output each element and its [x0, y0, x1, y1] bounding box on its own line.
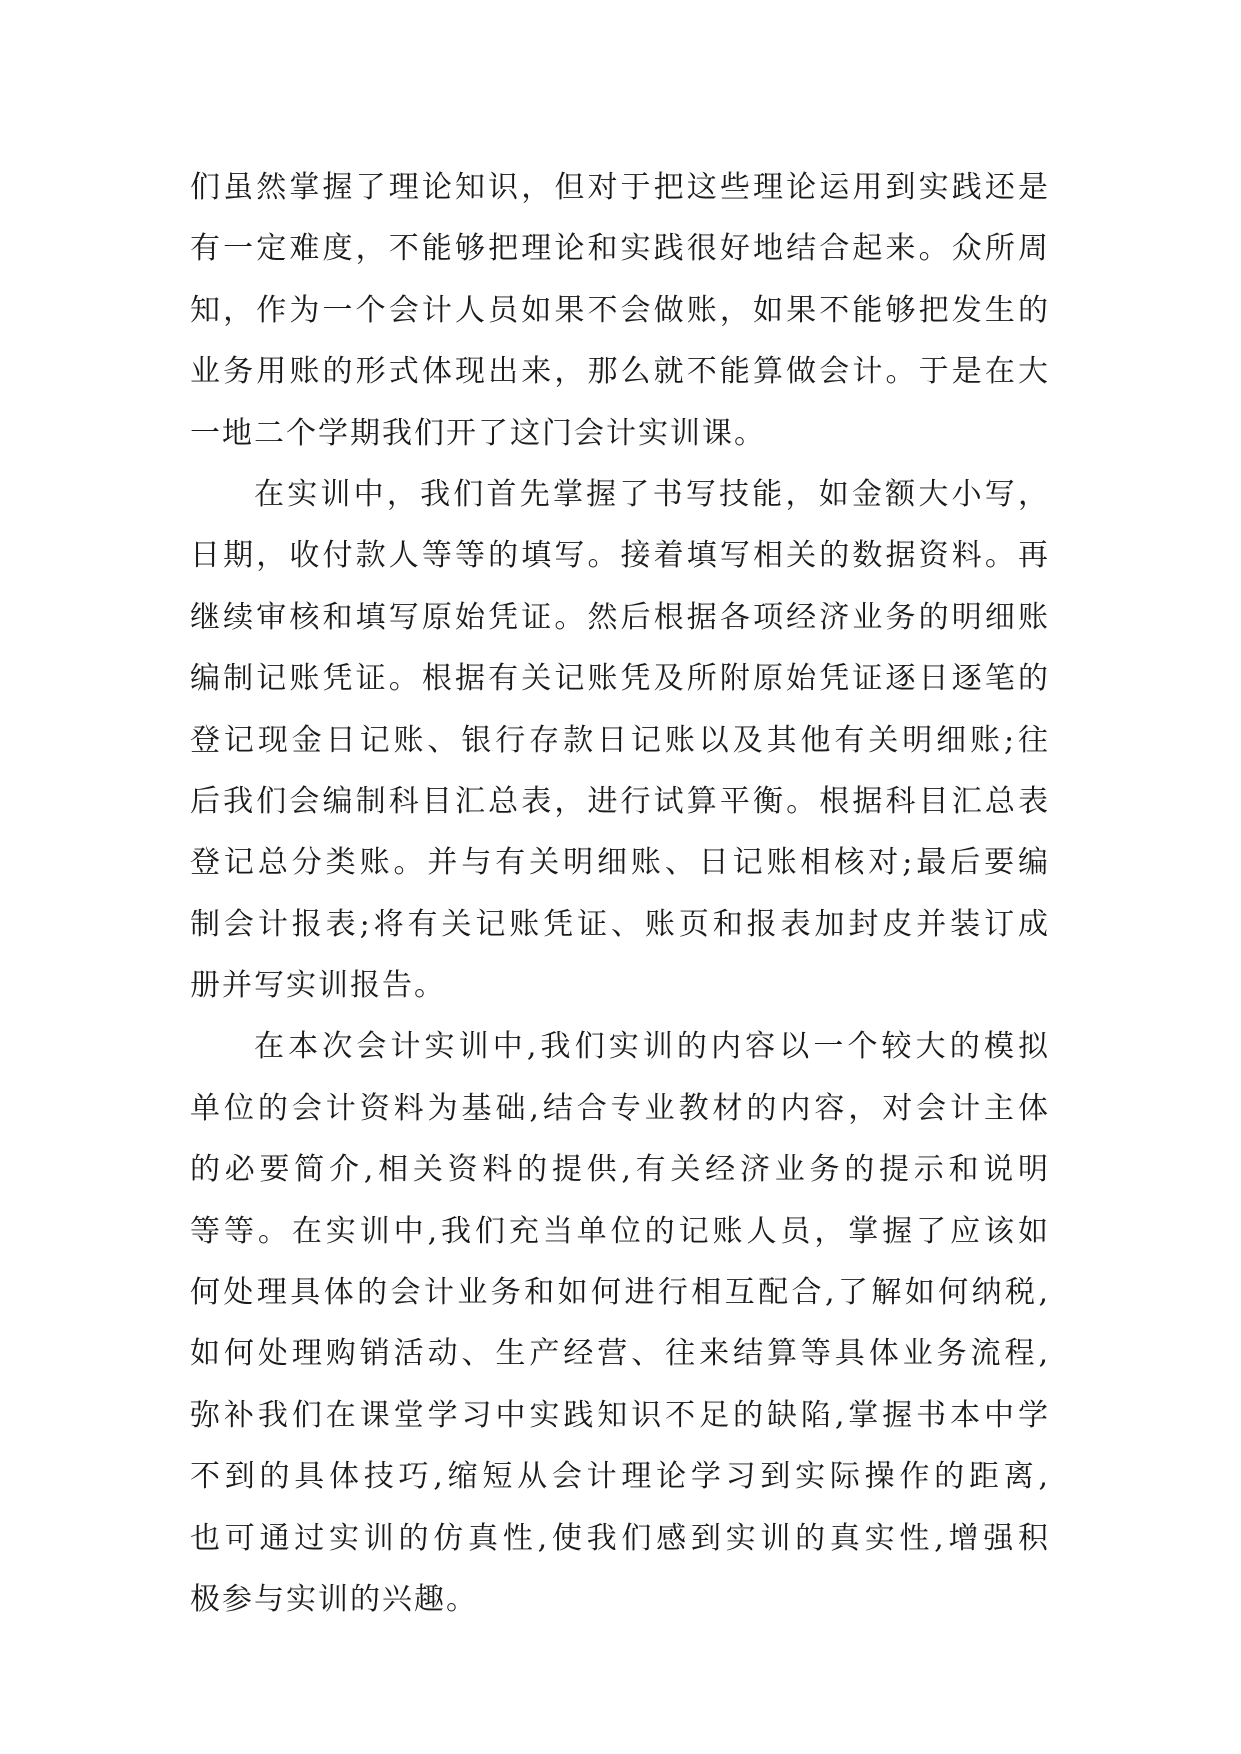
text-line: 在实训中，我们首先掌握了书写技能，如金额大小写，: [254, 476, 1050, 512]
text-line: 日期，收付款人等等的填写。接着填写相关的数据资料。再: [190, 538, 1050, 574]
text-line: 登记总分类账。并与有关明细账、日记账相核对;最后要编: [190, 845, 1050, 881]
text-line: 制会计报表;将有关记账凭证、账页和报表加封皮并装订成: [190, 906, 1050, 942]
text-line: 册并写实训报告。: [190, 968, 446, 1004]
text-line: 编制记账凭证。根据有关记账凭及所附原始凭证逐日逐笔的: [190, 661, 1050, 697]
text-line: 后我们会编制科目汇总表，进行试算平衡。根据科目汇总表: [190, 783, 1050, 819]
text-line: 也可通过实训的仿真性,使我们感到实训的真实性,增强积: [190, 1520, 1050, 1556]
text-line: 登记现金日记账、银行存款日记账以及其他有关明细账;往: [190, 722, 1050, 758]
text-line: 单位的会计资料为基础,结合专业教材的内容，对会计主体: [190, 1090, 1050, 1126]
text-line: 们虽然掌握了理论知识，但对于把这些理论运用到实践还是: [190, 170, 1050, 205]
text-line: 的必要简介,相关资料的提供,有关经济业务的提示和说明: [190, 1152, 1050, 1188]
text-line: 极参与实训的兴趣。: [190, 1581, 478, 1617]
paragraph: [190, 1016, 1050, 1630]
paragraph: [190, 464, 1050, 1017]
text-line: 不到的具体技巧,缩短从会计理论学习到实际操作的距离,: [190, 1459, 1050, 1495]
text-line: 如何处理购销活动、生产经营、往来结算等具体业务流程,: [190, 1336, 1050, 1372]
text-line: 有一定难度，不能够把理论和实践很好地结合起来。众所周: [190, 231, 1050, 267]
text-line: 继续审核和填写原始凭证。然后根据各项经济业务的明细账: [190, 599, 1050, 635]
text-line: 一地二个学期我们开了这门会计实训课。: [190, 415, 766, 451]
text-line: 等等。在实训中,我们充当单位的记账人员，掌握了应该如: [190, 1213, 1050, 1249]
text-line: 业务用账的形式体现出来，那么就不能算做会计。于是在大: [190, 354, 1050, 390]
text-line: 弥补我们在课堂学习中实践知识不足的缺陷,掌握书本中学: [190, 1397, 1050, 1433]
document-body: [190, 157, 1050, 1630]
text-line: 何处理具体的会计业务和如何进行相互配合,了解如何纳税,: [190, 1275, 1050, 1311]
text-line: 知，作为一个会计人员如果不会做账，如果不能够把发生的: [190, 292, 1050, 328]
text-line: 在本次会计实训中,我们实训的内容以一个较大的模拟: [254, 1029, 1050, 1065]
paragraph: [190, 157, 1050, 464]
